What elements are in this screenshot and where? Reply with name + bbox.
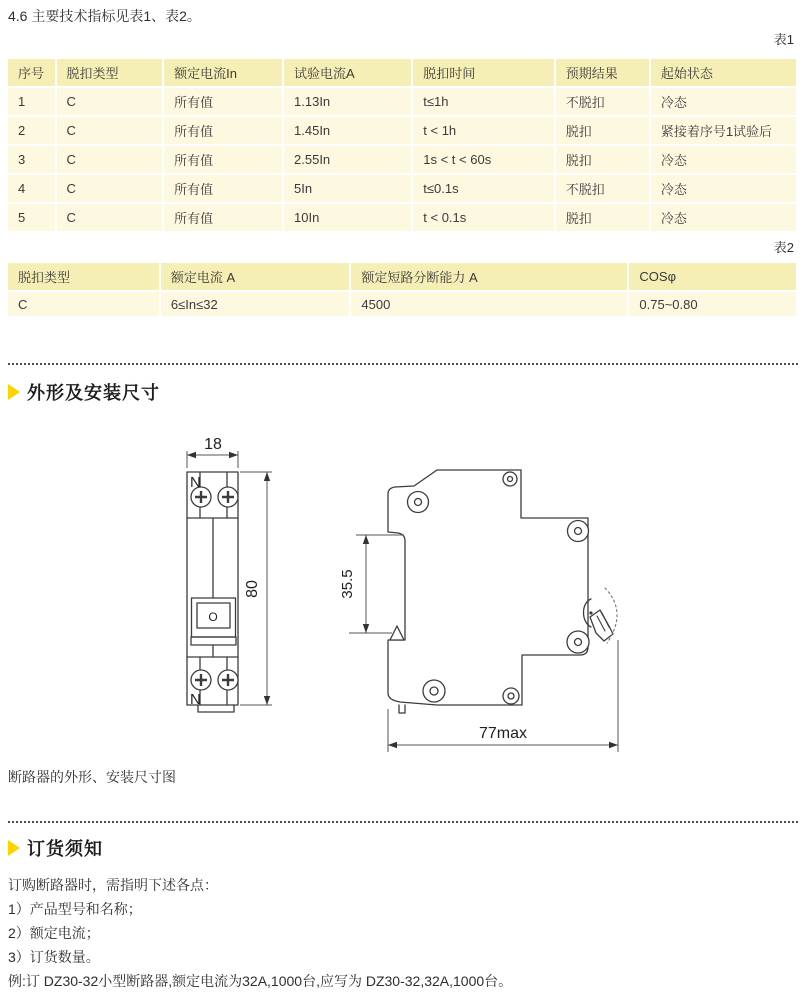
spec-table-1	[6, 57, 798, 233]
order-example: 例:订 DZ30-32小型断路器,额定电流为32A,1000台,应写为 DZ30-32,32A,1000台。	[8, 973, 513, 989]
table-cell: 所有值	[164, 204, 282, 231]
order-item: 2）额定电流；	[8, 925, 100, 941]
table-cell: 1	[8, 88, 55, 115]
column-header: COSφ	[629, 263, 796, 290]
table-cell: C	[57, 175, 163, 202]
table-row	[8, 204, 796, 231]
table-cell: 3	[8, 146, 55, 173]
column-header: 脱扣类型	[8, 263, 159, 290]
dim-width-label: 18	[204, 436, 222, 453]
section-header-outline	[8, 381, 806, 403]
table-cell: 冷态	[651, 146, 796, 173]
table-cell: 紧接着序号1试验后	[651, 117, 796, 144]
table-cell: 所有值	[164, 88, 282, 115]
table-cell: 2.55In	[284, 146, 411, 173]
screw-icon	[191, 670, 211, 690]
dim-depth-label: 77max	[478, 725, 528, 742]
table-row	[8, 117, 796, 144]
table-cell: 1s < t < 60s	[413, 146, 553, 173]
table-header-row	[8, 59, 796, 86]
intro-text: 4.6 主要技术指标见表1、表2。	[8, 8, 201, 24]
column-header: 试验电流A	[284, 59, 411, 86]
column-header: 序号	[8, 59, 55, 86]
table-row	[8, 292, 796, 316]
table-cell: C	[57, 204, 163, 231]
dimension-drawing	[0, 429, 806, 765]
table-row	[8, 146, 796, 173]
dotted-divider-2	[8, 821, 798, 823]
dotted-divider	[8, 363, 798, 365]
table-cell: 所有值	[164, 117, 282, 144]
table-cell: C	[8, 292, 159, 316]
table-cell: 5	[8, 204, 55, 231]
side-view-drawing	[388, 470, 617, 713]
order-item: 3）订货数量。	[8, 949, 100, 965]
table-cell: 冷态	[651, 175, 796, 202]
spec-table-2	[6, 261, 798, 318]
table-row	[8, 88, 796, 115]
order-item: 1）产品型号和名称；	[8, 901, 142, 917]
section-arrow-icon	[8, 840, 20, 856]
table-cell: C	[57, 146, 163, 173]
table-cell: C	[57, 117, 163, 144]
table-cell: 4500	[351, 292, 627, 316]
table-cell: 0.75~0.80	[629, 292, 796, 316]
table-cell: C	[57, 88, 163, 115]
terminal-n-top-label: N	[190, 474, 201, 491]
column-header: 脱扣类型	[57, 59, 163, 86]
table-cell: 4	[8, 175, 55, 202]
table1-label: 表1	[773, 32, 794, 47]
dimension-lines	[187, 451, 618, 752]
table-cell: 5In	[284, 175, 411, 202]
dim-height-label: 80	[244, 580, 261, 598]
table-cell: 1.13In	[284, 88, 411, 115]
section-title-order: 订货须知	[27, 839, 103, 859]
screw-icon	[218, 487, 238, 507]
order-notes	[8, 873, 806, 993]
table2-label: 表2	[773, 240, 794, 255]
table-row	[8, 175, 796, 202]
screw-icon	[218, 670, 238, 690]
table-cell: t < 0.1s	[413, 204, 553, 231]
table-cell: 冷态	[651, 88, 796, 115]
table-cell: 脱扣	[556, 117, 649, 144]
table-cell: 脱扣	[556, 146, 649, 173]
table-cell: t≤0.1s	[413, 175, 553, 202]
terminal-n-bottom-label: N	[190, 691, 201, 708]
table-cell: 脱扣	[556, 204, 649, 231]
table-cell: 不脱扣	[556, 88, 649, 115]
table-header-row	[8, 263, 796, 290]
column-header: 起始状态	[651, 59, 796, 86]
table-cell: 2	[8, 117, 55, 144]
table-cell: 所有值	[164, 146, 282, 173]
dimension-arrowheads	[187, 452, 618, 748]
drawing-caption: 断路器的外形、安装尺寸图	[8, 769, 176, 785]
toggle-position-label: O	[208, 610, 218, 624]
page	[0, 8, 806, 989]
column-header: 脱扣时间	[413, 59, 553, 86]
table-cell: 冷态	[651, 204, 796, 231]
table-cell: 6≤In≤32	[161, 292, 349, 316]
section-arrow-icon	[8, 384, 20, 400]
dim-rail-label: 35.5	[339, 569, 356, 599]
table-cell: 所有值	[164, 175, 282, 202]
table-cell: 10In	[284, 204, 411, 231]
column-header: 额定电流 A	[161, 263, 349, 290]
table-cell: t < 1h	[413, 117, 553, 144]
table-cell: 不脱扣	[556, 175, 649, 202]
table-cell: 1.45In	[284, 117, 411, 144]
column-header: 额定电流In	[164, 59, 282, 86]
table-cell: t≤1h	[413, 88, 553, 115]
section-header-order	[8, 837, 806, 859]
column-header: 预期结果	[556, 59, 649, 86]
column-header: 额定短路分断能力 A	[351, 263, 627, 290]
order-lead: 订购断路器时，需指明下述各点：	[8, 877, 218, 893]
section-title-outline: 外形及安装尺寸	[27, 383, 160, 403]
